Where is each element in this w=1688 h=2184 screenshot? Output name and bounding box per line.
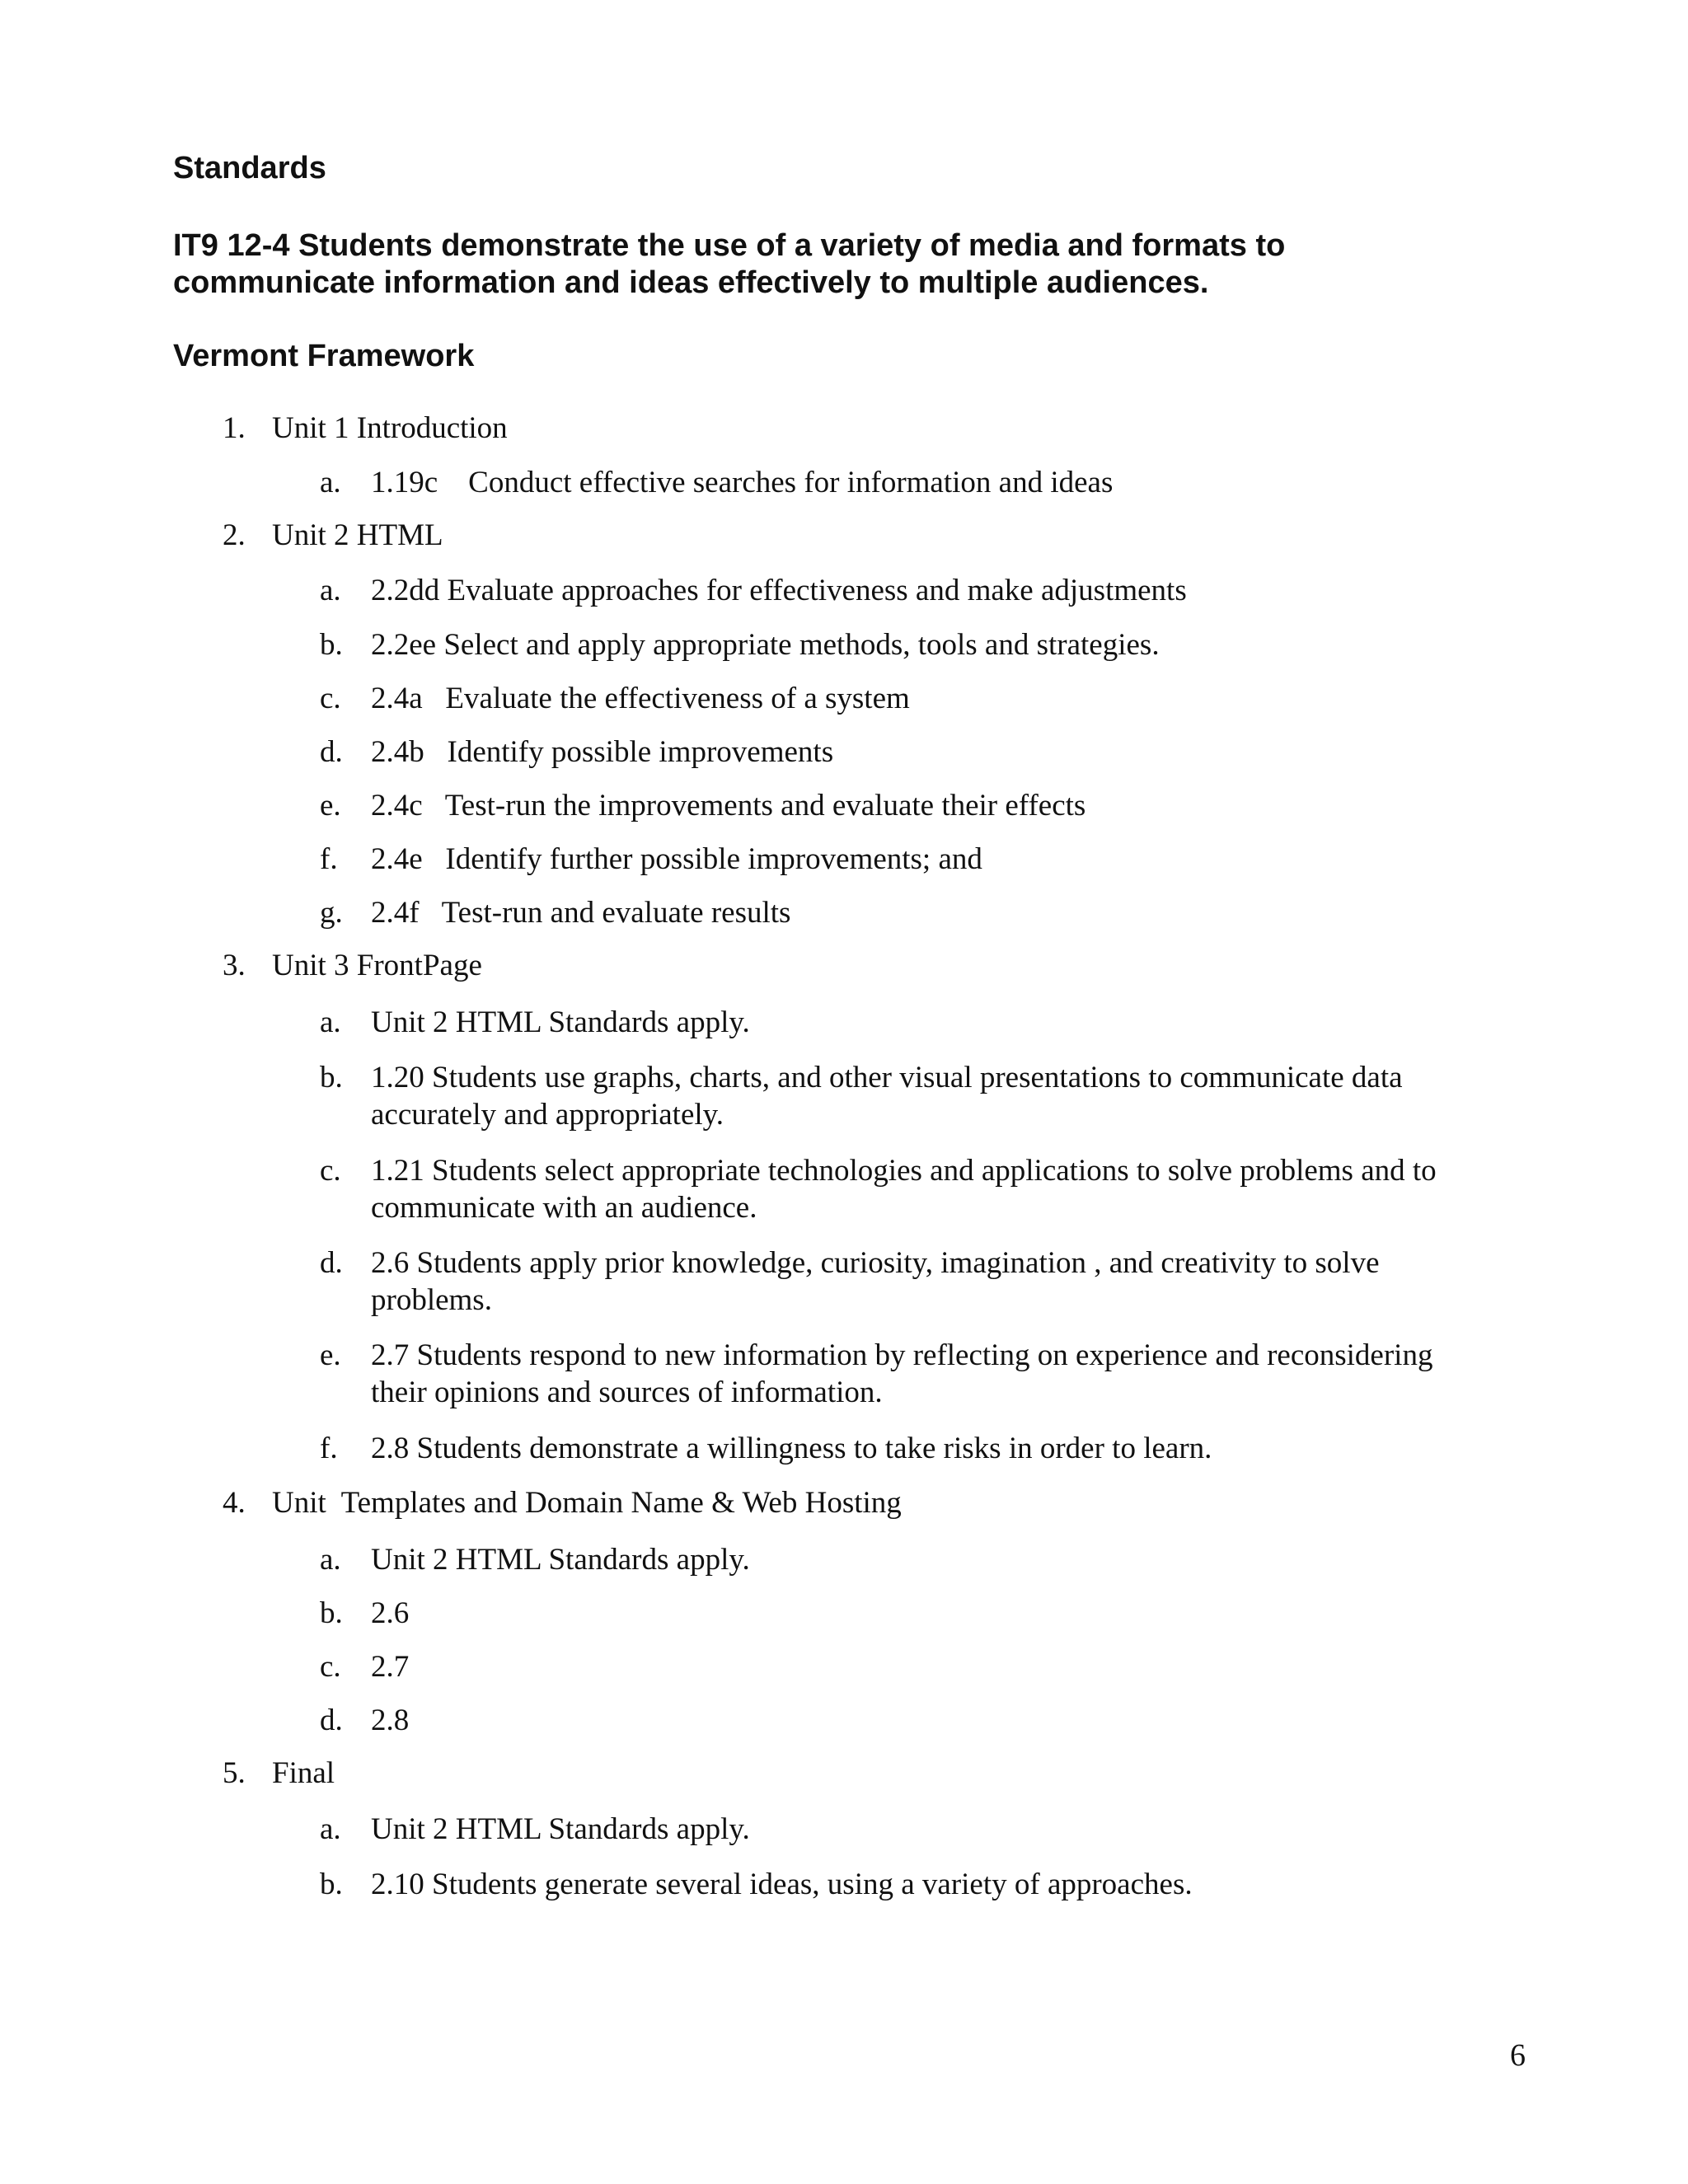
it9-heading-line-2: communicate information and ideas effectively to multiple audiences. xyxy=(173,265,1209,300)
item-text: 2.4b Identify possible improvements xyxy=(371,735,834,769)
list-item xyxy=(320,841,1492,878)
vermont-framework-heading: Vermont Framework xyxy=(173,339,475,373)
unit-5 xyxy=(223,1755,335,1792)
list-item xyxy=(320,1059,1492,1133)
list-item xyxy=(320,464,1492,501)
unit-title: Unit 2 HTML xyxy=(272,518,443,552)
list-item xyxy=(320,1430,1492,1467)
item-letter: a. xyxy=(320,574,341,607)
item-letter: a. xyxy=(320,1812,341,1846)
list-item xyxy=(320,894,1492,931)
item-letter: f. xyxy=(320,842,338,876)
list-item xyxy=(320,1152,1492,1226)
list-item xyxy=(320,1811,1492,1848)
item-text: 2.7 Students respond to new information by reflecting on experience and reconsidering their opinions and sources of information. xyxy=(371,1338,1433,1409)
item-text: 2.8 Students demonstrate a willingness to take risks in order to learn. xyxy=(371,1432,1212,1465)
unit-title: Final xyxy=(272,1756,335,1790)
item-letter: d. xyxy=(320,1704,343,1737)
item-text: 2.8 xyxy=(371,1704,410,1737)
list-item xyxy=(320,733,1492,771)
unit-3 xyxy=(223,948,482,984)
item-letter: a. xyxy=(320,466,341,499)
item-text: 2.6 xyxy=(371,1596,410,1630)
unit-4 xyxy=(223,1485,902,1521)
item-letter: g. xyxy=(320,896,343,930)
item-text: 2.2dd Evaluate approaches for effectiveness and make adjustments xyxy=(371,574,1187,607)
list-item xyxy=(320,1702,1492,1739)
unit-number: 1. xyxy=(223,411,246,445)
item-text: Unit 2 HTML Standards apply. xyxy=(371,1543,750,1577)
item-text: Unit 2 HTML Standards apply. xyxy=(371,1812,750,1846)
item-text: 1.19c Conduct effective searches for information and ideas xyxy=(371,466,1114,499)
item-letter: f. xyxy=(320,1432,338,1465)
item-text: 2.4a Evaluate the effectiveness of a system xyxy=(371,682,910,715)
item-text: Unit 2 HTML Standards apply. xyxy=(371,1005,750,1039)
list-item xyxy=(320,1595,1492,1632)
item-letter: b. xyxy=(320,628,343,662)
list-item xyxy=(320,787,1492,824)
it9-heading-line-1: IT9 12-4 Students demonstrate the use of a variety of media and formats to xyxy=(173,228,1286,263)
item-letter: b. xyxy=(320,1868,343,1901)
list-item xyxy=(320,1648,1492,1685)
item-text: 2.2ee Select and apply appropriate methods, tools and strategies. xyxy=(371,628,1160,662)
item-letter: e. xyxy=(320,789,341,823)
list-item xyxy=(320,1244,1492,1319)
item-text: 1.21 Students select appropriate technologies and applications to solve problems and to communicate with an audience. xyxy=(371,1154,1437,1225)
item-letter: d. xyxy=(320,735,343,769)
list-item xyxy=(320,1866,1492,1903)
item-letter: e. xyxy=(320,1338,341,1372)
item-text: 2.6 Students apply prior knowledge, curiosity, imagination , and creativity to solve problems. xyxy=(371,1246,1380,1317)
item-letter: a. xyxy=(320,1005,341,1039)
standards-heading: Standards xyxy=(173,151,326,185)
item-letter: d. xyxy=(320,1246,343,1280)
unit-number: 5. xyxy=(223,1756,246,1790)
list-item xyxy=(320,1004,1492,1041)
list-item xyxy=(320,1541,1492,1578)
item-letter: c. xyxy=(320,1650,341,1684)
item-text: 2.7 xyxy=(371,1650,410,1684)
item-letter: c. xyxy=(320,1154,341,1188)
unit-title: Unit 3 FrontPage xyxy=(272,949,482,982)
unit-title: Unit 1 Introduction xyxy=(272,411,508,445)
page-number: 6 xyxy=(1510,2038,1526,2073)
unit-number: 3. xyxy=(223,949,246,982)
unit-2 xyxy=(223,518,443,554)
it9-standard-heading xyxy=(173,227,1285,302)
list-item xyxy=(320,680,1492,717)
item-letter: a. xyxy=(320,1543,341,1577)
list-item xyxy=(320,572,1492,609)
list-item xyxy=(320,1337,1492,1411)
item-letter: b. xyxy=(320,1061,343,1094)
item-text: 2.10 Students generate several ideas, using a variety of approaches. xyxy=(371,1868,1193,1901)
item-letter: c. xyxy=(320,682,341,715)
item-text: 2.4c Test-run the improvements and evaluate their effects xyxy=(371,789,1086,823)
unit-number: 4. xyxy=(223,1486,246,1520)
item-text: 2.4e Identify further possible improvements; and xyxy=(371,842,982,876)
unit-1 xyxy=(223,410,508,447)
item-letter: b. xyxy=(320,1596,343,1630)
item-text: 2.4f Test-run and evaluate results xyxy=(371,896,791,930)
item-text: 1.20 Students use graphs, charts, and other visual presentations to communicate data accurately and appropriately. xyxy=(371,1061,1403,1132)
list-item xyxy=(320,626,1492,663)
unit-title: Unit Templates and Domain Name & Web Hosting xyxy=(272,1486,902,1520)
unit-number: 2. xyxy=(223,518,246,552)
